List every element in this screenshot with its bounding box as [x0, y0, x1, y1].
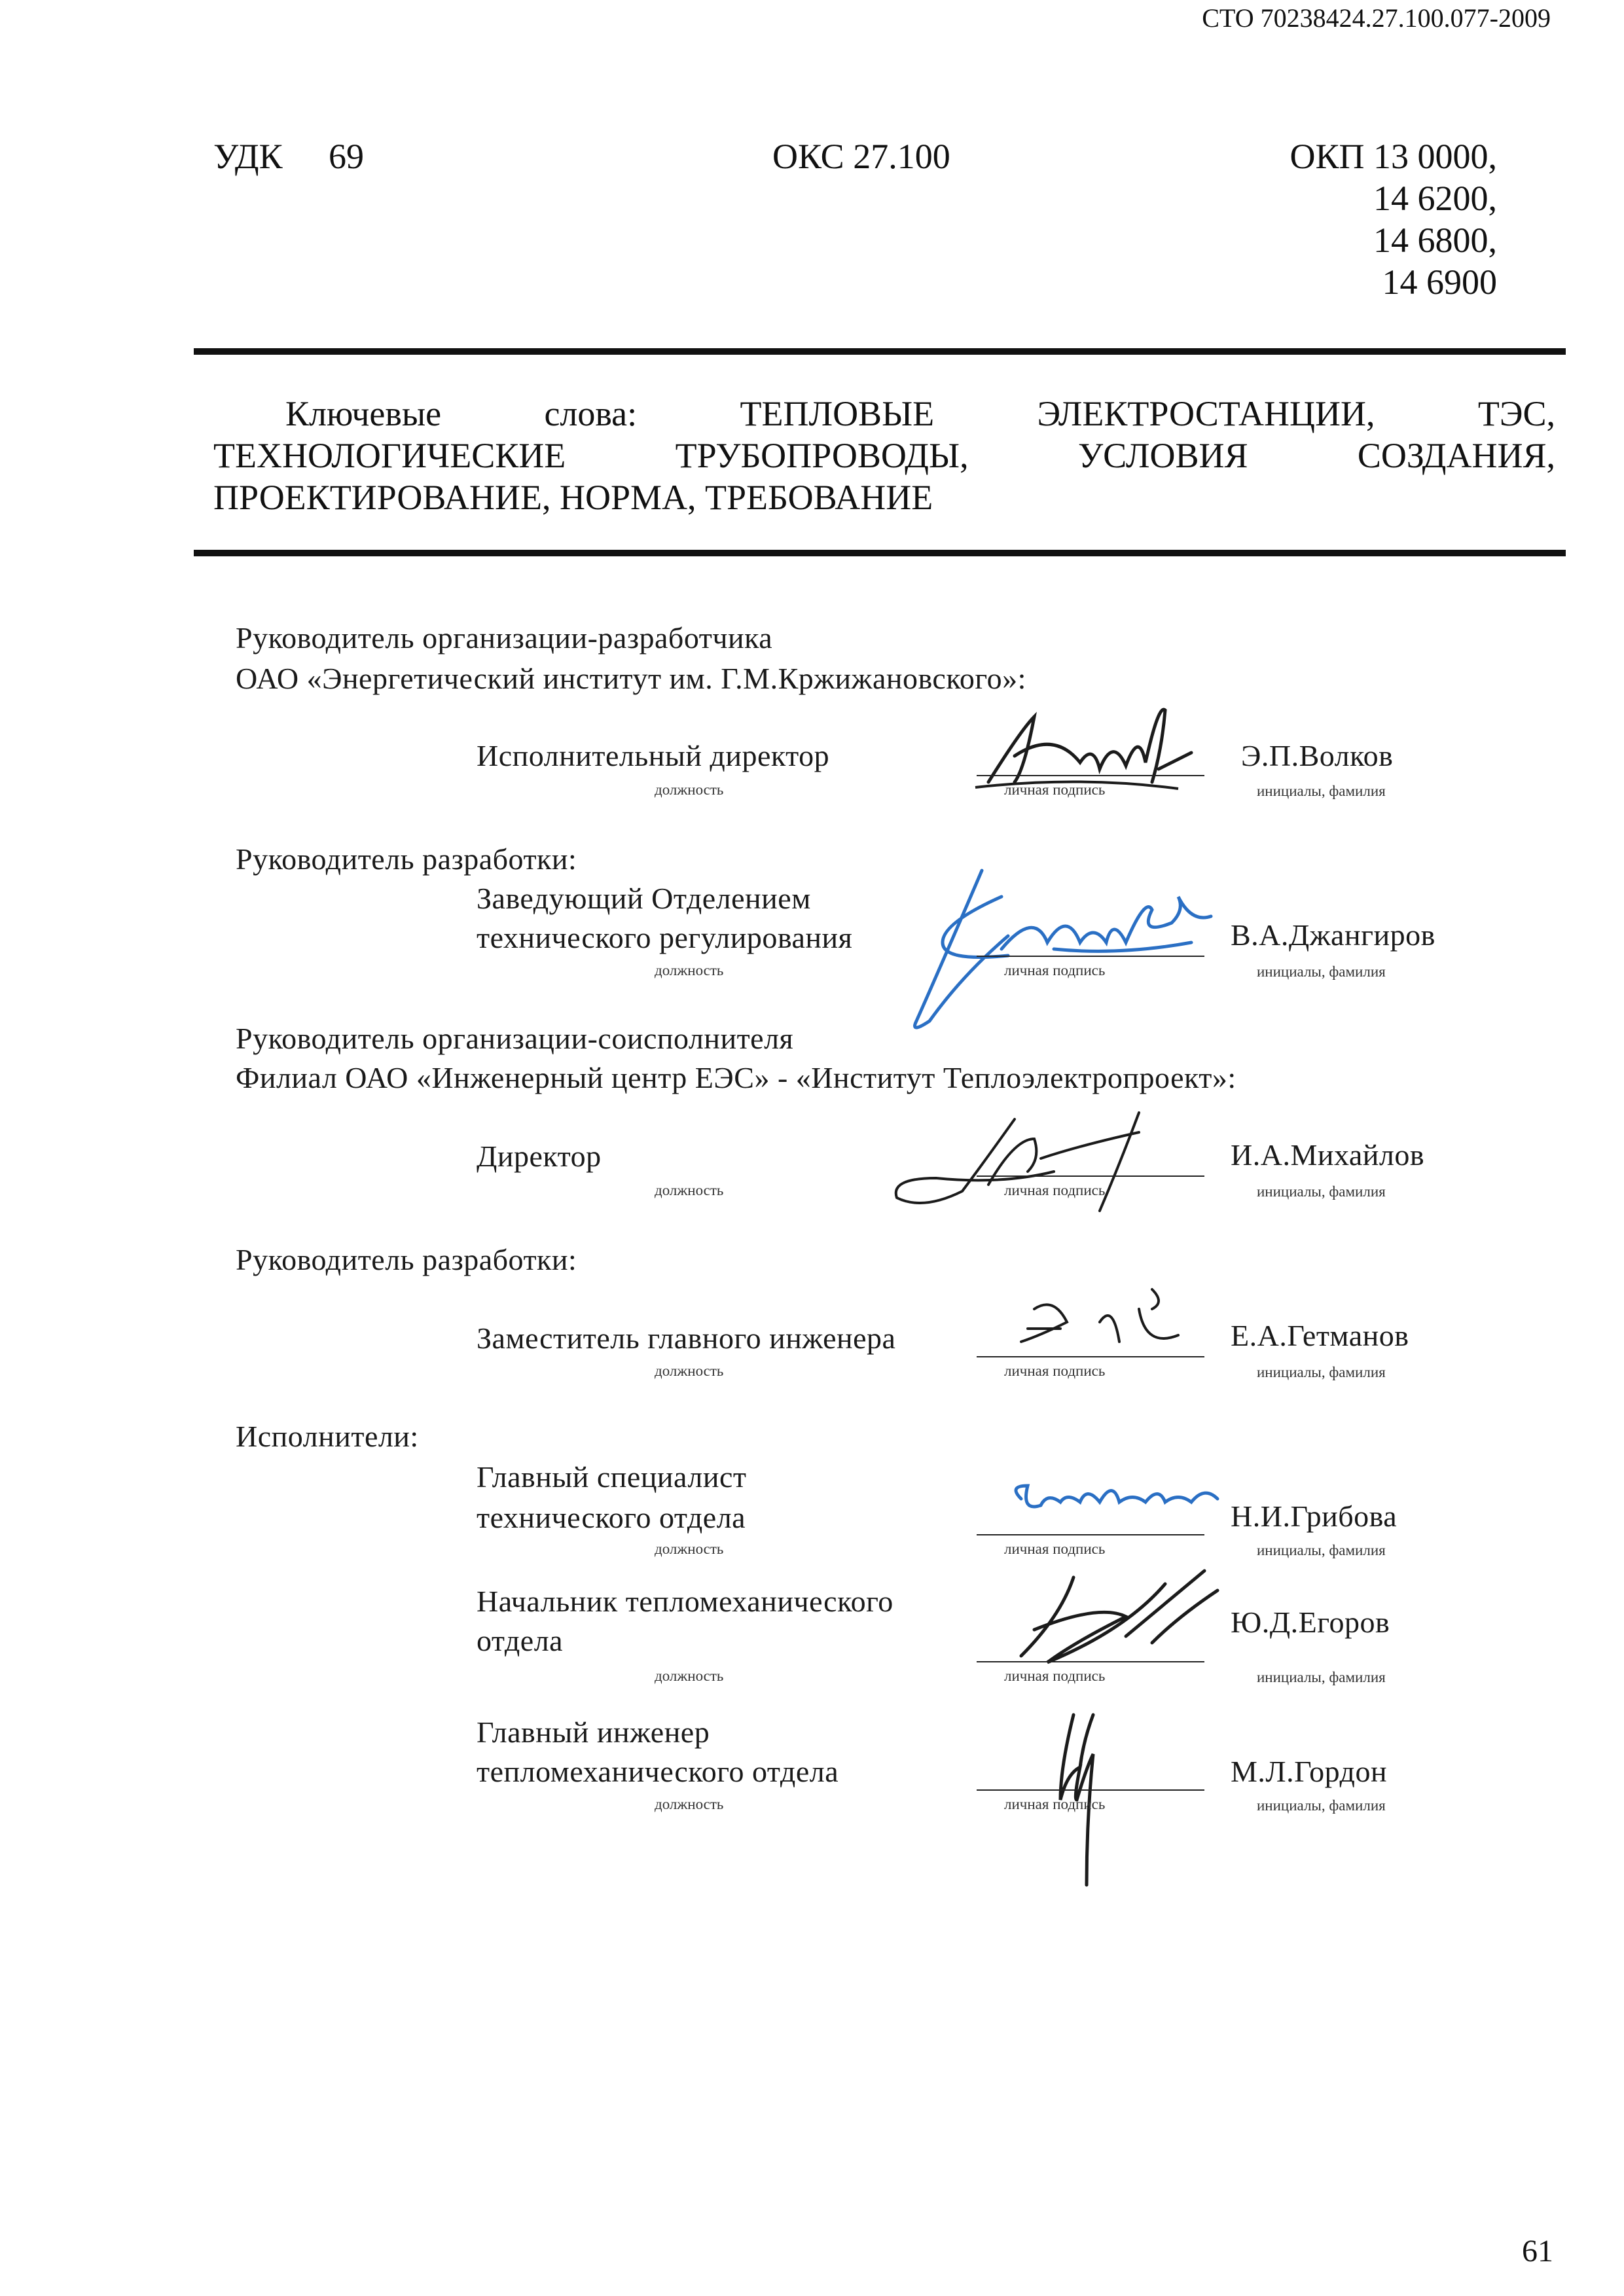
page-number: 61 [1522, 2234, 1553, 2269]
executors-heading: Исполнители: [236, 1420, 419, 1453]
signatory-position: технического регулирования [477, 921, 853, 954]
signatory-name: Е.А.Гетманов [1231, 1319, 1409, 1352]
signature-caption: личная подпись [1004, 1668, 1106, 1684]
okp-line: ОКП 13 0000, [1290, 137, 1497, 176]
signature-caption: личная подпись [1004, 1541, 1106, 1557]
signature-line [977, 1356, 1204, 1357]
coexec-org-name: Филиал ОАО «Инженерный центр ЕЭС» - «Институт Теплоэлектропроект»: [236, 1061, 1236, 1094]
position-caption: должность [655, 1668, 724, 1684]
dev-lead-heading: Руководитель разработки: [236, 842, 577, 876]
keywords-line: Ключевые слова: ТЕПЛОВЫЕ ЭЛЕКТРОСТАНЦИИ, ТЭС, [285, 394, 1555, 433]
signature-line [977, 1175, 1204, 1177]
signatory-position: технического отдела [477, 1501, 746, 1534]
signature-dzhangirov [903, 857, 1244, 1041]
signatory-name: И.А.Михайлов [1231, 1138, 1425, 1172]
signatory-position: Начальник тепломеханического [477, 1585, 893, 1618]
name-caption: инициалы, фамилия [1257, 963, 1386, 980]
signature-line [977, 775, 1204, 776]
signatory-position: Исполнительный директор [477, 739, 830, 772]
signatory-position: Заведующий Отделением [477, 882, 811, 915]
signature-line [977, 956, 1204, 957]
position-caption: должность [655, 1182, 724, 1198]
bottom-divider [194, 550, 1566, 556]
signatory-position: Заместитель главного инженера [477, 1321, 896, 1355]
signatory-name: Ю.Д.Егоров [1231, 1605, 1390, 1639]
udk-value: 69 [329, 137, 364, 176]
signature-caption: личная подпись [1004, 1796, 1106, 1812]
signature-getmanov [982, 1283, 1218, 1368]
okp-line: 14 6900 [1382, 262, 1497, 302]
signature-mikhailov [884, 1100, 1224, 1230]
name-caption: инициалы, фамилия [1257, 1797, 1386, 1814]
signature-egorov [995, 1564, 1244, 1676]
signature-line [977, 1534, 1204, 1535]
position-caption: должность [655, 1796, 724, 1812]
document-code: СТО 70238424.27.100.077-2009 [1202, 3, 1551, 33]
signatory-position: Главный специалист [477, 1460, 747, 1494]
udk-label: УДК [213, 137, 283, 176]
signatory-name: Э.П.Волков [1241, 739, 1394, 772]
signature-line [977, 1661, 1204, 1662]
signatory-name: В.А.Джангиров [1231, 918, 1435, 952]
signature-caption: личная подпись [1004, 1182, 1106, 1198]
signature-caption: личная подпись [1004, 962, 1106, 978]
name-caption: инициалы, фамилия [1257, 1669, 1386, 1685]
keywords-line: ТЕХНОЛОГИЧЕСКИЕ ТРУБОПРОВОДЫ, УСЛОВИЯ СОЗДАНИЯ, [213, 436, 1555, 475]
signatory-position: Главный инженер [477, 1715, 710, 1749]
oks-code: ОКС 27.100 [772, 137, 950, 176]
coexec-org-heading: Руководитель организации-соисполнителя [236, 1022, 794, 1055]
dev-org-name: ОАО «Энергетический институт им. Г.М.Кржижановского»: [236, 662, 1026, 695]
name-caption: инициалы, фамилия [1257, 783, 1386, 799]
signature-caption: личная подпись [1004, 1363, 1106, 1379]
position-caption: должность [655, 1541, 724, 1557]
signatory-position: Директор [477, 1139, 602, 1173]
okp-line: 14 6200, [1373, 179, 1497, 218]
top-divider [194, 348, 1566, 355]
signatory-position: тепломеханического отдела [477, 1755, 839, 1788]
keywords-line: ПРОЕКТИРОВАНИЕ, НОРМА, ТРЕБОВАНИЕ [213, 478, 933, 517]
signature-caption: личная подпись [1004, 781, 1106, 798]
position-caption: должность [655, 1363, 724, 1379]
signatory-name: М.Л.Гордон [1231, 1755, 1388, 1788]
dev-lead-heading-2: Руководитель разработки: [236, 1243, 577, 1276]
signature-line [977, 1789, 1204, 1791]
okp-line: 14 6800, [1373, 221, 1497, 260]
signatory-position: отдела [477, 1624, 564, 1657]
name-caption: инициалы, фамилия [1257, 1183, 1386, 1200]
name-caption: инициалы, фамилия [1257, 1364, 1386, 1380]
position-caption: должность [655, 781, 724, 798]
name-caption: инициалы, фамилия [1257, 1542, 1386, 1558]
position-caption: должность [655, 962, 724, 978]
keywords-block [213, 393, 1555, 518]
signature-gribova [1001, 1473, 1237, 1538]
signatory-name: Н.И.Грибова [1231, 1499, 1398, 1533]
dev-org-heading: Руководитель организации-разработчика [236, 621, 773, 655]
